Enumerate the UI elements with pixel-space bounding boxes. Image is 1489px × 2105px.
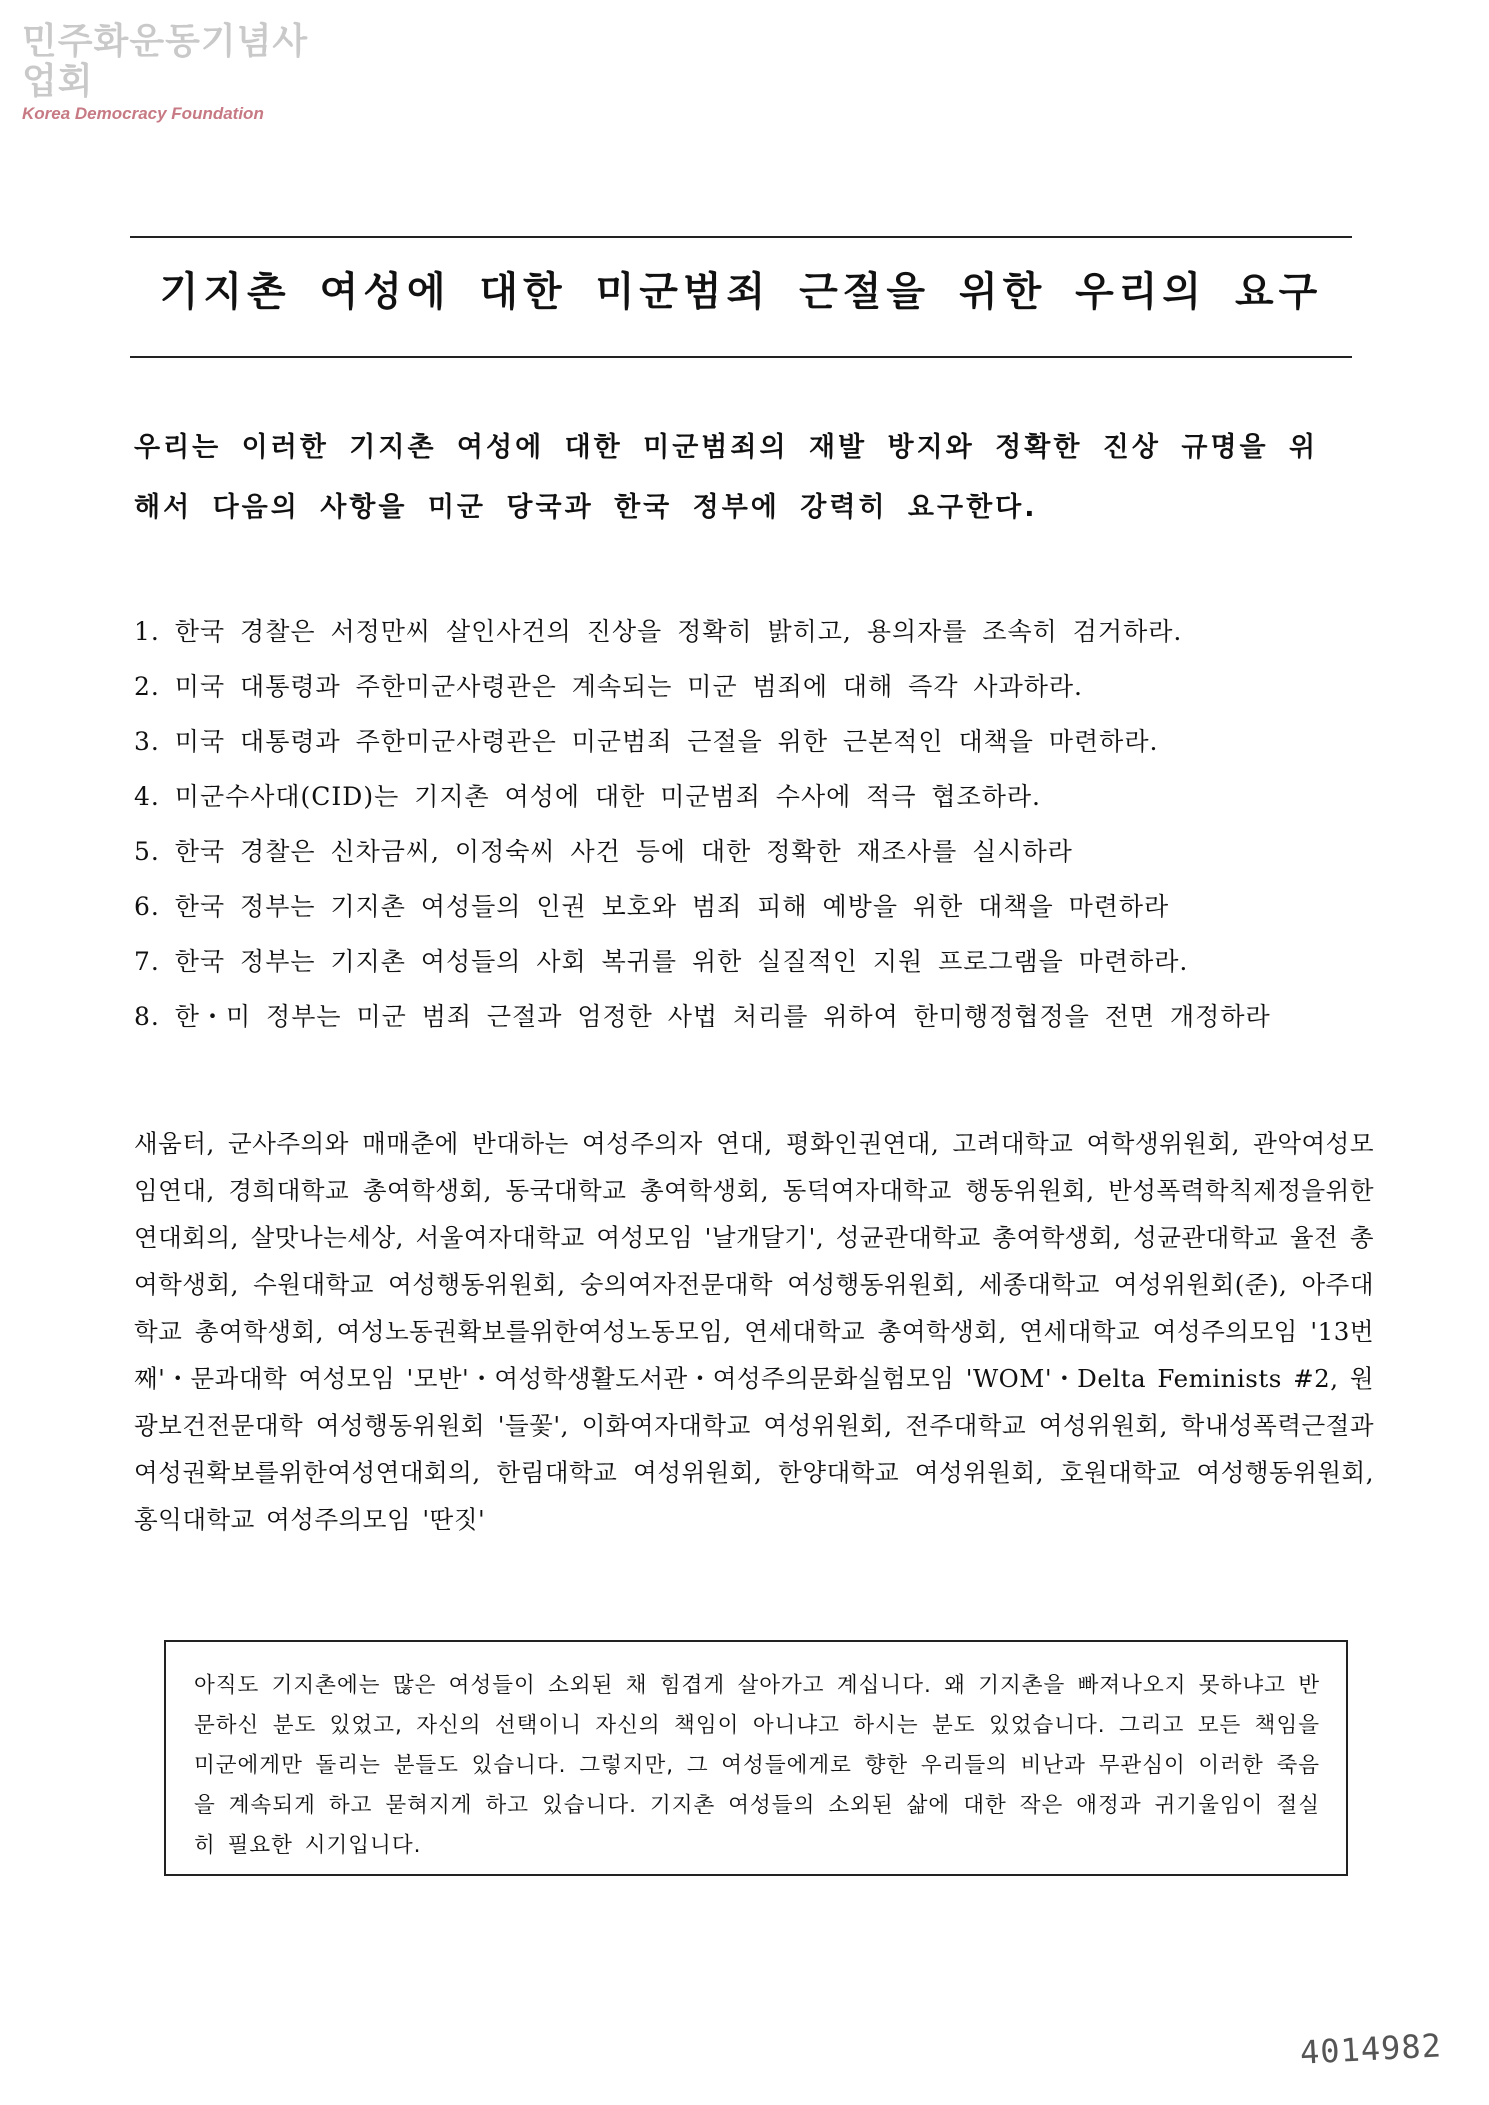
handwritten-archive-number: 4014982 <box>1299 2026 1443 2072</box>
demand-item: 5. 한국 경찰은 신차금씨, 이정숙씨 사건 등에 대한 정확한 재조사를 실시하라 <box>134 837 1073 866</box>
intro-line: 해서 다음의 사항을 미군 당국과 한국 정부에 강력히 요구한다. <box>134 492 1038 523</box>
title-bottom-rule <box>130 356 1352 358</box>
intro-line: 우리는 이러한 기지촌 여성에 대한 미군범죄의 재발 방지와 정확한 진상 규명을 위 <box>134 432 1319 463</box>
notice-text: 아직도 기지촌에는 많은 여성들이 소외된 채 힘겹게 살아가고 계십니다. 왜 기지촌을 빠져나오지 못하냐고 반문하신 분도 있었고, 자신의 선택이니 자신의 책임이 아니냐고 하시는 분도 있었습니다. 그리고 모든 책임을 미군에게만 돌리는 분들도 있습니다. 그렇지만, 그 여성들에게로 향한 우리들의 비난과 무관심이 이러한 죽음을 계속되게 하고 묻혀지게 하고 있습니다. 기지촌 여성들의 소외된 삶에 대한 작은 애정과 귀기울임이 절실히 필요한 시기입니다. <box>194 1673 1320 1858</box>
demands-list <box>134 604 1374 1044</box>
demand-item: 6. 한국 정부는 기지촌 여성들의 인권 보호와 범죄 피해 예방을 위한 대책을 마련하라 <box>134 892 1170 921</box>
demand-item: 3. 미국 대통령과 주한미군사령관은 미군범죄 근절을 위한 근본적인 대책을 마련하라. <box>134 727 1159 756</box>
signatory-organizations: 새움터, 군사주의와 매매춘에 반대하는 여성주의자 연대, 평화인권연대, 고려대학교 여학생위원회, 관악여성모임연대, 경희대학교 총여학생회, 동국대학교 총여학생회, 동덕여자대학교 행동위원회, 반성폭력학칙제정을위한연대회의, 살맛나는세상, 서울여자대학교 여성모임 '날개달기', 성균관대학교 총여학생회, 성균관대학교 율전 총여학생회, 수원대학교 여성행동위원회, 숭의여자전문대학 여성행동위원회, 세종대학교 여성위원회(준), 아주대학교 총여학생회, 여성노동권확보를위한여성노동모임, 연세대학교 총여학생회, 연세대학교 여성주의모임 '13번째'・문과대학 여성모임 '모반'・여성학생활도서관・여성주의문화실험모임 'WOM'・Delta Feminists #2, 원광보건전문대학 여성행동위원회 '들꽃', 이화여자대학교 여성위원회, 전주대학교 여성위원회, 학내성폭력근절과여성권확보를위한여성연대회의, 한림대학교 여성위원회, 한양대학교 여성위원회, 호원대학교 여성행동위원회, 홍익대학교 여성주의모임 '딴짓' <box>134 1129 1374 1534</box>
demand-item: 2. 미국 대통령과 주한미군사령관은 계속되는 미군 범죄에 대해 즉각 사과하라. <box>134 672 1083 701</box>
document-title: 기지촌 여성에 대한 미군범죄 근절을 위한 우리의 요구 <box>159 269 1323 315</box>
watermark-english: Korea Democracy Foundation <box>22 104 264 123</box>
notice-box <box>164 1640 1348 1876</box>
demand-item: 1. 한국 경찰은 서정만씨 살인사건의 진상을 정확히 밝히고, 용의자를 조속히 검거하라. <box>134 617 1183 646</box>
demand-item: 7. 한국 정부는 기지촌 여성들의 사회 복귀를 위한 실질적인 지원 프로그램을 마련하라. <box>134 947 1189 976</box>
watermark-korean: 민주화운동기념사업회 <box>22 21 309 102</box>
demand-item: 4. 미군수사대(CID)는 기지촌 여성에 대한 미군범죄 수사에 적극 협조하라. <box>134 782 1041 811</box>
intro-paragraph <box>134 418 1356 538</box>
demand-item: 8. 한・미 정부는 미군 범죄 근절과 엄정한 사법 처리를 위하여 한미행정협정을 전면 개정하라 <box>134 1002 1271 1031</box>
title-top-rule <box>130 236 1352 238</box>
foundation-watermark <box>22 22 322 124</box>
